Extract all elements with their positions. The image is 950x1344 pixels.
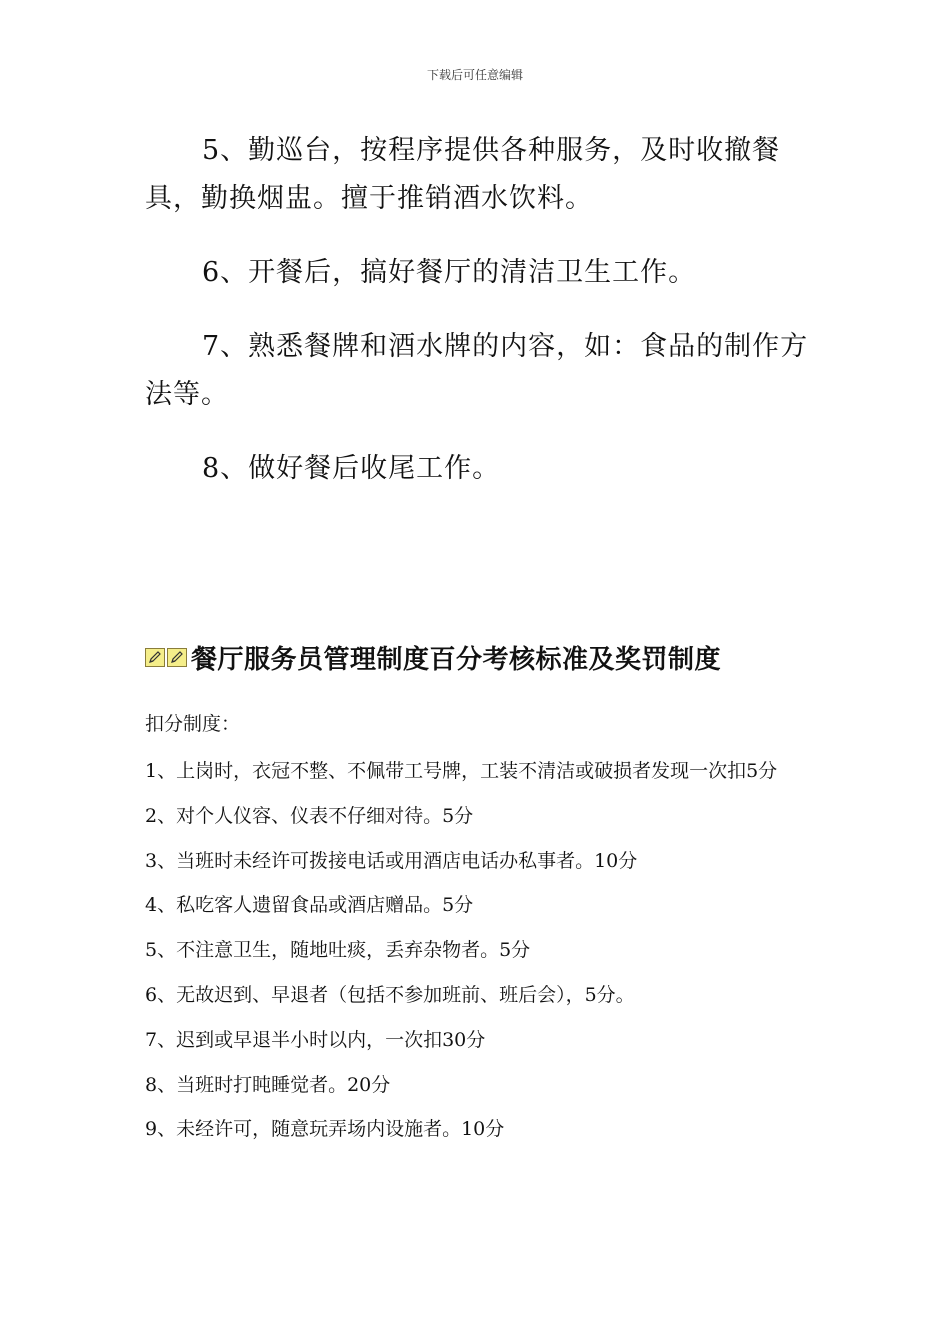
duty-item: 7、熟悉餐牌和酒水牌的内容，如：食品的制作方法等。 [145,331,809,410]
deduction-list [145,749,820,1152]
duty-item: 8、做好餐后收尾工作。 [202,453,501,484]
duty-item: 5、勤巡台，按程序提供各种服务，及时收撤餐具，勤换烟盅。擅于推销酒水饮料。 [145,135,781,214]
deduction-item: 7、迟到或早退半小时以内，一次扣30分 [145,1028,486,1051]
deduction-item: 4、私吃客人遗留食品或酒店赠品。5分 [145,894,474,917]
section-title-text: 餐厅服务员管理制度百分考核标准及奖罚制度 [191,644,722,675]
section-title [145,636,845,678]
deduction-item: 1、上岗时，衣冠不整、不佩带工号牌，工装不清洁或破损者发现一次扣5分 [145,760,778,782]
page-header-note: 下载后可任意编辑 [426,68,523,82]
deduction-item: 9、未经许可，随意玩弄场内设施者。10分 [145,1118,505,1141]
deduction-heading: 扣分制度： [145,713,241,735]
pencil-note-icon [167,648,187,667]
deduction-item: 2、对个人仪容、仪表不仔细对待。5分 [145,804,474,827]
duty-item: 6、开餐后，搞好餐厅的清洁卫生工作。 [202,257,697,288]
title-icons [145,648,189,667]
deduction-item: 5、不注意卫生，随地吐痰，丢弃杂物者。5分 [145,939,531,962]
deduction-item: 6、无故迟到、早退者（包括不参加班前、班后会），5分。 [145,983,635,1006]
deduction-item: 3、当班时未经许可拨接电话或用酒店电话办私事者。10分 [145,849,638,872]
pencil-note-icon [145,648,165,667]
deduction-item: 8、当班时打盹睡觉者。20分 [145,1073,391,1096]
